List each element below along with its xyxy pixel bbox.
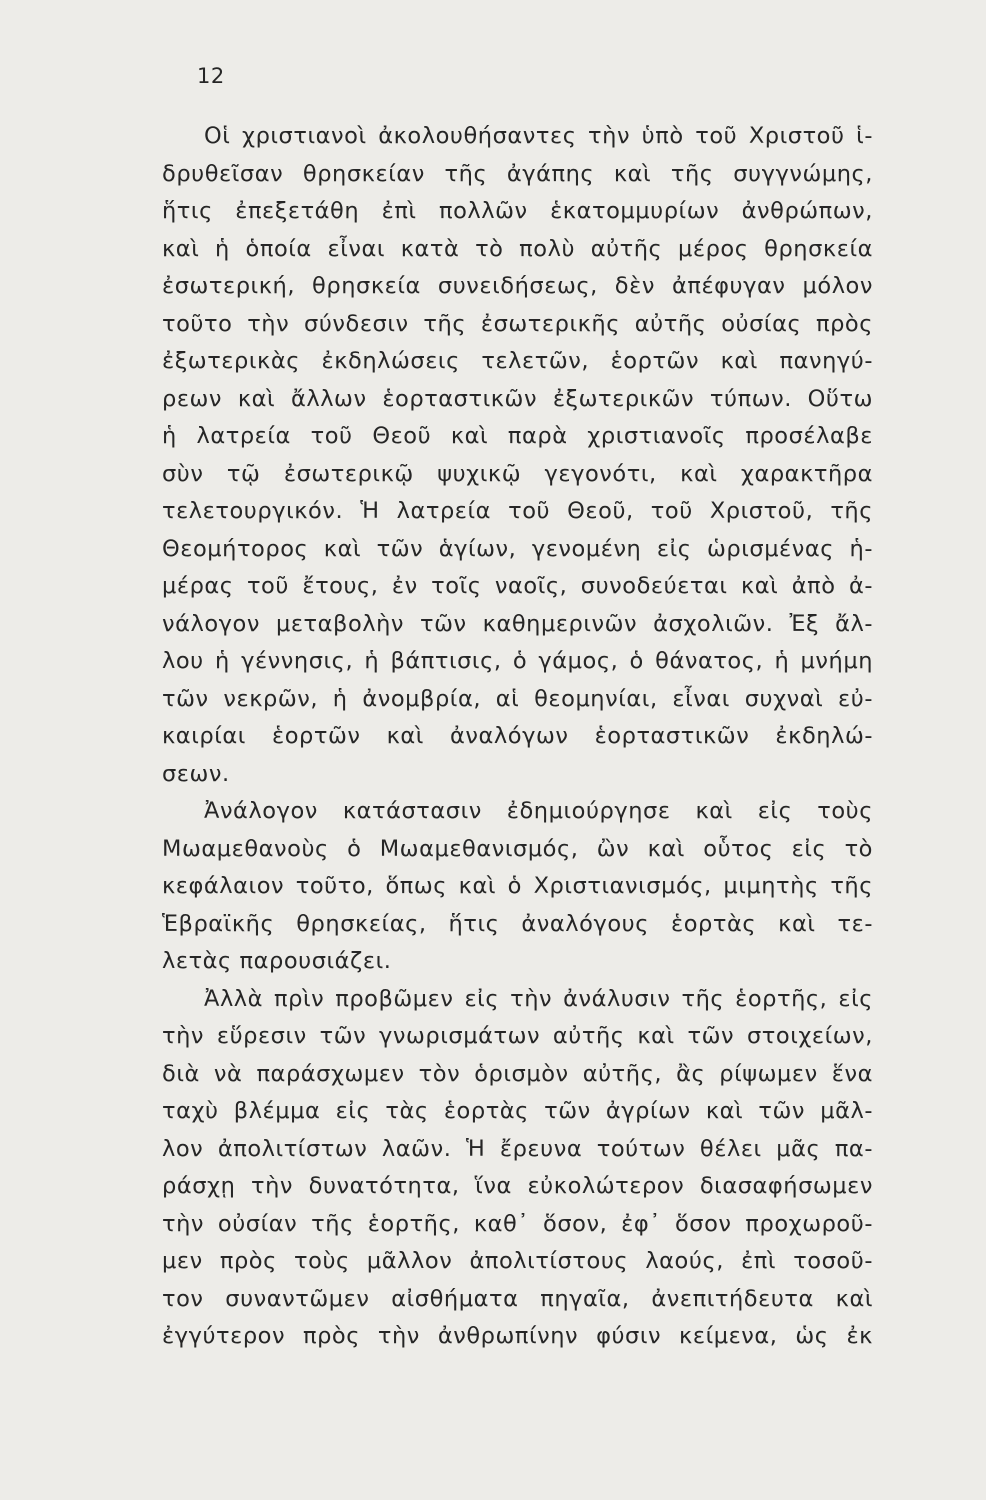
text-line: λετὰς παρουσιάζει. <box>162 948 392 974</box>
text-line: καιρίαι ἑορτῶν καὶ ἀναλόγων ἑορταστικῶν ἐκδηλώ- <box>162 723 873 749</box>
text-line: σεων. <box>162 760 230 787</box>
text-line: Οἱ χριστιανοὶ ἀκολουθήσαντες τὴν ὑπὸ τοῦ Χριστοῦ ἱ- <box>204 123 873 149</box>
text-line: Ἑβραϊκῆς θρησκείας, ἥτις ἀναλόγους ἑορτὰς καὶ τε- <box>162 910 873 937</box>
text-line: διὰ νὰ παράσχωμεν τὸν ὁρισμὸν αὐτῆς, ἂς ρίψωμεν ἕνα <box>162 1060 873 1087</box>
text-line: μέρας τοῦ ἔτους, ἐν τοῖς ναοῖς, συνοδεύεται καὶ ἀπὸ ἀ- <box>162 573 873 599</box>
text-line: καὶ ἡ ὁποία εἶναι κατὰ τὸ πολὺ αὐτῆς μέρος θρησκεία <box>162 235 873 262</box>
text-line: τελετουργικόν. Ἡ λατρεία τοῦ Θεοῦ, τοῦ Χριστοῦ, τῆς <box>162 498 873 524</box>
text-line: ἐγγύτερον πρὸς τὴν ἀνθρωπίνην φύσιν κείμενα, ὡς ἐκ <box>162 1323 873 1349</box>
text-line: ἥτις ἐπεξετάθη ἐπὶ πολλῶν ἑκατομμυρίων ἀνθρώπων, <box>162 198 873 224</box>
text-line: λον ἀπολιτίστων λαῶν. Ἡ ἔρευνα τούτων θέλει μᾶς πα- <box>162 1135 873 1162</box>
text-line: σὺν τῷ ἐσωτερικῷ ψυχικῷ γεγονότι, καὶ χαρακτῆρα <box>162 460 873 487</box>
text-line: νάλογον μεταβολὴν τῶν καθημερινῶν ἀσχολιῶν. Ἐξ ἄλ- <box>162 610 873 637</box>
text-line: ἐσωτερική, θρησκεία συνειδήσεως, δὲν ἀπέφυγαν μόλον <box>162 273 873 299</box>
text-line: κεφάλαιον τοῦτο, ὅπως καὶ ὁ Χριστιανισμός, μιμητὴς τῆς <box>162 873 873 899</box>
text-line: ράσχῃ τὴν δυνατότητα, ἵνα εὐκολώτερον διασαφήσωμεν <box>162 1173 873 1199</box>
page-number: 12 <box>197 64 225 88</box>
text-line: λου ἡ γέννησις, ἡ βάπτισις, ὁ γάμος, ὁ θάνατος, ἡ μνήμη <box>162 648 873 674</box>
text-line: τον συναντῶμεν αἰσθήματα πηγαῖα, ἀνεπιτήδευτα καὶ <box>162 1285 873 1312</box>
text-line: τὴν οὐσίαν τῆς ἑορτῆς, καθ᾽ ὅσον, ἐφ᾽ ὅσον προχωροῦ- <box>162 1210 873 1237</box>
text-line: δρυθεῖσαν θρησκείαν τῆς ἀγάπης καὶ τῆς συγγνώμης, <box>162 160 873 187</box>
text-line: Θεομήτορος καὶ τῶν ἁγίων, γενομένη εἰς ὡρισμένας ἡ- <box>162 535 873 562</box>
text-line: ταχὺ βλέμμα εἰς τὰς ἑορτὰς τῶν ἀγρίων καὶ τῶν μᾶλ- <box>162 1098 873 1124</box>
text-line: τοῦτο τὴν σύνδεσιν τῆς ἐσωτερικῆς αὐτῆς οὐσίας πρὸς <box>162 310 873 337</box>
text-line: μεν πρὸς τοὺς μᾶλλον ἀπολιτίστους λαούς, ἐπὶ τοσοῦ- <box>162 1248 873 1274</box>
text-line: τῶν νεκρῶν, ἡ ἀνομβρία, αἱ θεομηνίαι, εἶναι συχναὶ εὐ- <box>162 685 873 712</box>
text-line: Ἀλλὰ πρὶν προβῶμεν εἰς τὴν ἀνάλυσιν τῆς ἑορτῆς, εἰς <box>204 985 873 1012</box>
text-line: ρεων καὶ ἄλλων ἑορταστικῶν ἐξωτερικῶν τύπων. Οὕτω <box>162 385 873 412</box>
text-line: τὴν εὕρεσιν τῶν γνωρισμάτων αὐτῆς καὶ τῶν στοιχείων, <box>162 1023 873 1049</box>
text-line: ἐξωτερικὰς ἐκδηλώσεις τελετῶν, ἑορτῶν καὶ πανηγύ- <box>162 348 873 374</box>
text-line: Μωαμεθανοὺς ὁ Μωαμεθανισμός, ὢν καὶ οὗτος εἰς τὸ <box>162 835 873 862</box>
text-line: ἡ λατρεία τοῦ Θεοῦ καὶ παρὰ χριστιανοῖς προσέλαβε <box>162 423 873 449</box>
text-line: Ἀνάλογον κατάστασιν ἐδημιούργησε καὶ εἰς τοὺς <box>204 798 873 824</box>
